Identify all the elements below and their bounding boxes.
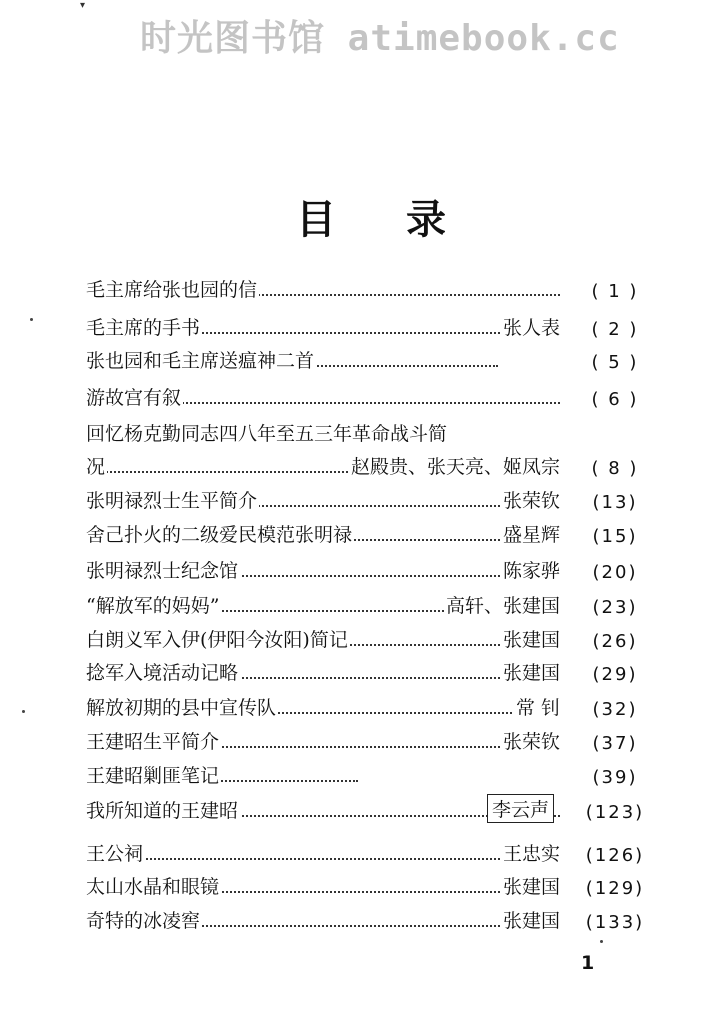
entry-title: 王建昭剿匪笔记 bbox=[86, 761, 221, 788]
dot-leader bbox=[86, 858, 560, 860]
entry-page: (15) bbox=[592, 526, 638, 547]
entry-title: 张明禄烈士纪念馆 bbox=[86, 556, 240, 583]
entry-page: (39) bbox=[592, 767, 638, 788]
toc-entry[interactable] bbox=[86, 270, 658, 304]
scan-speck bbox=[600, 940, 603, 943]
toc-entry[interactable] bbox=[86, 653, 658, 687]
entry-title: 白朗义军入伊(伊阳今汝阳)简记 bbox=[86, 625, 350, 652]
toc-entry[interactable] bbox=[86, 791, 658, 825]
entry-title: 张也园和毛主席送瘟神二首 bbox=[86, 346, 316, 373]
entry-author: 张人表 bbox=[501, 313, 560, 340]
toc-entry[interactable] bbox=[86, 867, 658, 901]
entry-page: ( 1 ) bbox=[591, 281, 639, 302]
entry-page: (26) bbox=[592, 631, 638, 652]
entry-page: ( 2 ) bbox=[591, 319, 639, 340]
entry-page: (23) bbox=[592, 597, 638, 618]
toc-entry[interactable] bbox=[86, 756, 658, 790]
entry-author: 常 钊 bbox=[514, 693, 560, 720]
toc-entry[interactable] bbox=[86, 515, 658, 549]
toc-entry[interactable] bbox=[86, 901, 658, 935]
toc-entry[interactable] bbox=[86, 341, 658, 375]
entry-title: 毛主席的手书 bbox=[86, 313, 202, 340]
toc-entry[interactable] bbox=[86, 308, 658, 342]
entry-page: (129) bbox=[585, 878, 645, 899]
entry-author: 张建国 bbox=[501, 658, 560, 685]
scan-speck bbox=[30, 318, 33, 321]
entry-author: 张建国 bbox=[501, 872, 560, 899]
entry-page: ( 6 ) bbox=[591, 389, 639, 410]
entry-title: 况 bbox=[86, 452, 107, 479]
entry-page: ( 5 ) bbox=[591, 352, 639, 373]
entry-title: 太山水晶和眼镜 bbox=[86, 872, 221, 899]
toc-entry[interactable] bbox=[86, 834, 658, 868]
entry-title: 我所知道的王建昭 bbox=[86, 796, 240, 823]
entry-title: 毛主席给张也园的信 bbox=[86, 275, 259, 302]
entry-author: 张建国 bbox=[501, 906, 560, 933]
entry-title: 游故宫有叙 bbox=[86, 383, 183, 410]
entry-page: (20) bbox=[592, 562, 638, 583]
page-number: 1 bbox=[581, 952, 595, 974]
entry-title: 回忆杨克勤同志四八年至五三年革命战斗简 bbox=[86, 419, 449, 446]
entry-page: (126) bbox=[585, 845, 645, 866]
scan-speck bbox=[22, 710, 25, 713]
top-mark: ▾ bbox=[80, 0, 86, 11]
entry-author: 张荣钦 bbox=[501, 727, 560, 754]
entry-title: 舍己扑火的二级爱民模范张明禄 bbox=[86, 520, 354, 547]
entry-author: 李云声 bbox=[487, 794, 554, 823]
entry-author: 张荣钦 bbox=[501, 486, 560, 513]
entry-author: 赵殿贵、张天亮、姬凤宗 bbox=[349, 452, 560, 479]
entry-title: 捻军入境活动记略 bbox=[86, 658, 240, 685]
toc-entry[interactable] bbox=[86, 688, 658, 722]
toc-entry[interactable] bbox=[86, 447, 658, 481]
toc-entry[interactable] bbox=[86, 551, 658, 585]
toc-entry[interactable] bbox=[86, 586, 658, 620]
toc-entry[interactable] bbox=[86, 722, 658, 756]
entry-title: 王公祠 bbox=[86, 839, 145, 866]
entry-page: (37) bbox=[592, 733, 638, 754]
watermark: 时光图书馆 atimebook.cc bbox=[140, 18, 620, 59]
page-title: 目录 bbox=[296, 196, 516, 243]
entry-title: 解放初期的县中宣传队 bbox=[86, 693, 278, 720]
entry-page: (123) bbox=[585, 802, 645, 823]
entry-author: 盛星辉 bbox=[501, 520, 560, 547]
toc-entry[interactable] bbox=[86, 620, 658, 654]
toc-entry[interactable] bbox=[86, 378, 658, 412]
entry-title: 王建昭生平简介 bbox=[86, 727, 221, 754]
entry-title: 张明禄烈士生平简介 bbox=[86, 486, 259, 513]
entry-author: 高轩、张建国 bbox=[444, 591, 560, 618]
entry-page: (32) bbox=[592, 699, 638, 720]
entry-author: 陈家骅 bbox=[501, 556, 560, 583]
entry-page: ( 8 ) bbox=[591, 458, 639, 479]
entry-page: (13) bbox=[592, 492, 638, 513]
toc-entry[interactable] bbox=[86, 414, 658, 448]
entry-author: 张建国 bbox=[501, 625, 560, 652]
entry-page: (133) bbox=[585, 912, 645, 933]
entry-page: (29) bbox=[592, 664, 638, 685]
toc-entry[interactable] bbox=[86, 481, 658, 515]
entry-title: 奇特的冰凌窖 bbox=[86, 906, 202, 933]
entry-title: “解放军的妈妈” bbox=[86, 591, 221, 618]
entry-author: 王忠实 bbox=[501, 839, 560, 866]
